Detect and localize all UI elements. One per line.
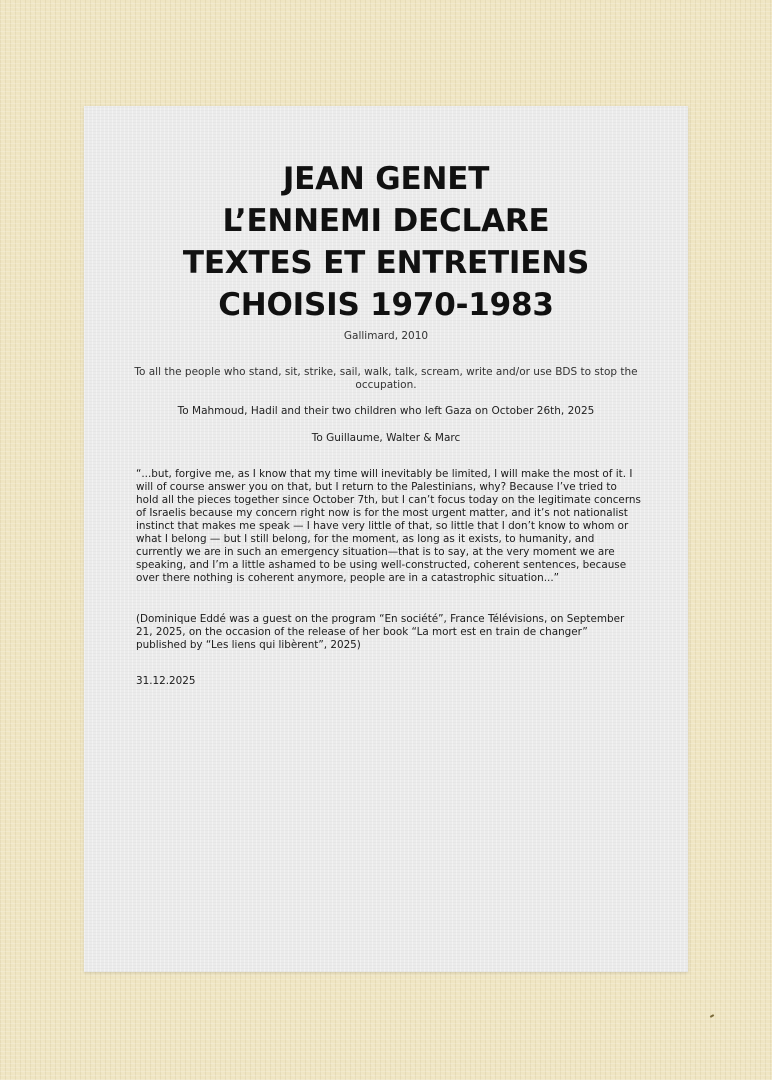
dedication-family: To Mahmoud, Hadil and their two children who left Gaza on October 26th, 2025 — [177, 405, 595, 417]
date-line: 31.12.2025 — [136, 675, 196, 687]
paper-sheet — [84, 106, 688, 972]
dedication-occupation: To all the people who stand, sit, strike, sail, walk, talk, scream, write and/or use BDS to stop the occupation. — [134, 366, 638, 391]
publisher-line: Gallimard, 2010 — [343, 330, 429, 342]
title-line-3: TEXTES ET ENTRETIENS — [182, 245, 590, 281]
source-note: (Dominique Eddé was a guest on the program “En société”, France Télévisions, on September 21, 2025, on the occasion of the release of her book “La mort est en train de changer” published by “Les liens qui libèrent”, 2025) — [136, 613, 625, 651]
dedication-friends: To Guillaume, Walter & Marc — [311, 432, 461, 444]
quote-paragraph: “...but, forgive me, as I know that my time will inevitably be limited, I will make the most of it. I will of course answer you on that, but I return to the Palestinians, why? Because I’ve tried to hold all the pieces together since October 7th, but I can’t focus today on the legitimate concerns of Israelis because my concern right now is for the most urgent matter, and it’s not nationalist instinct that makes me speak — I have very little of that, so little that I don’t know to whom or what I belong — but I still belong, for the moment, as long as it exists, to humanity, and currently we are in such an emergency situation—that is to say, at the very moment we are speaking, and I’m a little ashamed to be using well-constructed, coherent sentences, because over there nothing is coherent anymore, people are in a catastrophic situation...” — [136, 468, 641, 584]
paper-speck — [710, 1014, 714, 1018]
page-title — [84, 158, 688, 326]
title-line-1: JEAN GENET — [282, 161, 490, 197]
title-line-2: L’ENNEMI DECLARE — [222, 203, 550, 239]
title-line-4: CHOISIS 1970-1983 — [218, 287, 554, 323]
